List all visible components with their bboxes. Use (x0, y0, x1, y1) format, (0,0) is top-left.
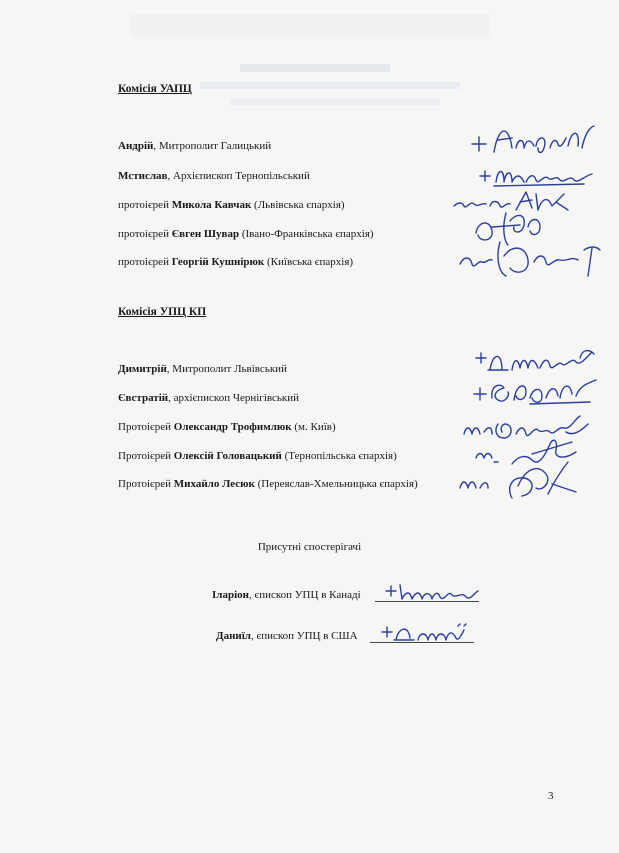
title-suffix: (Переяслав-Хмельницька єпархія) (254, 478, 418, 490)
observer-title: , єпископ УПЦ в США (250, 630, 358, 642)
title-suffix: (м. Київ) (291, 421, 336, 433)
signatory-line (118, 392, 299, 404)
title-prefix: протоієрей (118, 228, 172, 240)
bleed-through-text (130, 14, 490, 36)
title-prefix: протоієрей (118, 256, 172, 268)
observer-line (212, 589, 361, 601)
signature-ilarion (382, 577, 482, 605)
title-prefix: Протоієрей (118, 478, 174, 490)
commission-uapc-heading: Комісія УАПЦ (118, 83, 192, 95)
observer-title: , єпископ УПЦ в Канаді (248, 589, 361, 601)
title-suffix: , Митрополит Львівський (166, 363, 287, 375)
signatory-name: Євстратій (118, 392, 169, 404)
signature-dymytrii (468, 344, 604, 378)
bleed-through-text (230, 98, 440, 105)
signatory-name: Георгій Кушнірюк (171, 256, 265, 268)
signatory-line (118, 199, 345, 211)
bleed-through-text (240, 64, 390, 72)
signatory-name: Микола Кавчак (171, 199, 252, 211)
observer-line (216, 630, 358, 642)
signature-yevstratii (470, 374, 600, 408)
observers-heading: Присутні спостерігачі (257, 541, 362, 553)
signatory-line (118, 421, 336, 433)
signatory-name: Олександр Трофимлюк (173, 421, 292, 433)
commission-upc-kp-heading: Комісія УПЦ КП (118, 306, 207, 318)
signatory-name: Мстислав (118, 170, 168, 182)
title-prefix: Протоієрей (118, 421, 174, 433)
signature-lesiuk (456, 458, 586, 510)
signature-danyil (378, 618, 474, 648)
signatory-name: Олексій Головацький (173, 450, 282, 462)
signature-kushniriuk (456, 236, 606, 280)
title-suffix: , Митрополит Галицький (153, 140, 272, 152)
signature-andrii (468, 118, 598, 160)
signatory-name: Димитрій (118, 363, 167, 375)
signatory-name: Євген Шувар (171, 228, 240, 240)
title-prefix: Протоієрей (118, 450, 174, 462)
title-suffix: (Львівська єпархія) (251, 199, 345, 211)
signature-mstyslav (476, 160, 596, 190)
signatory-line (118, 363, 287, 375)
signatory-line (118, 256, 353, 268)
observer-name: Іларіон (212, 589, 249, 601)
signatory-name: Андрій (118, 140, 154, 152)
title-suffix: (Київська єпархія) (264, 256, 354, 268)
signatory-name: Михайло Лесюк (173, 478, 255, 490)
signatory-line (118, 140, 271, 152)
page-number: 3 (548, 790, 554, 802)
title-suffix: , архієпископ Чернігівський (168, 392, 300, 404)
signatory-line (118, 170, 310, 182)
observer-name: Даниїл (216, 630, 251, 642)
signatory-line (118, 478, 418, 490)
title-prefix: протоієрей (118, 199, 172, 211)
bleed-through-text (200, 82, 460, 89)
signatory-line (118, 450, 397, 462)
title-suffix: , Архієпископ Тернопільський (167, 170, 310, 182)
title-suffix: (Івано-Франківська єпархія) (239, 228, 374, 240)
signatory-line (118, 228, 374, 240)
title-suffix: (Тернопільська єпархія) (281, 450, 397, 462)
